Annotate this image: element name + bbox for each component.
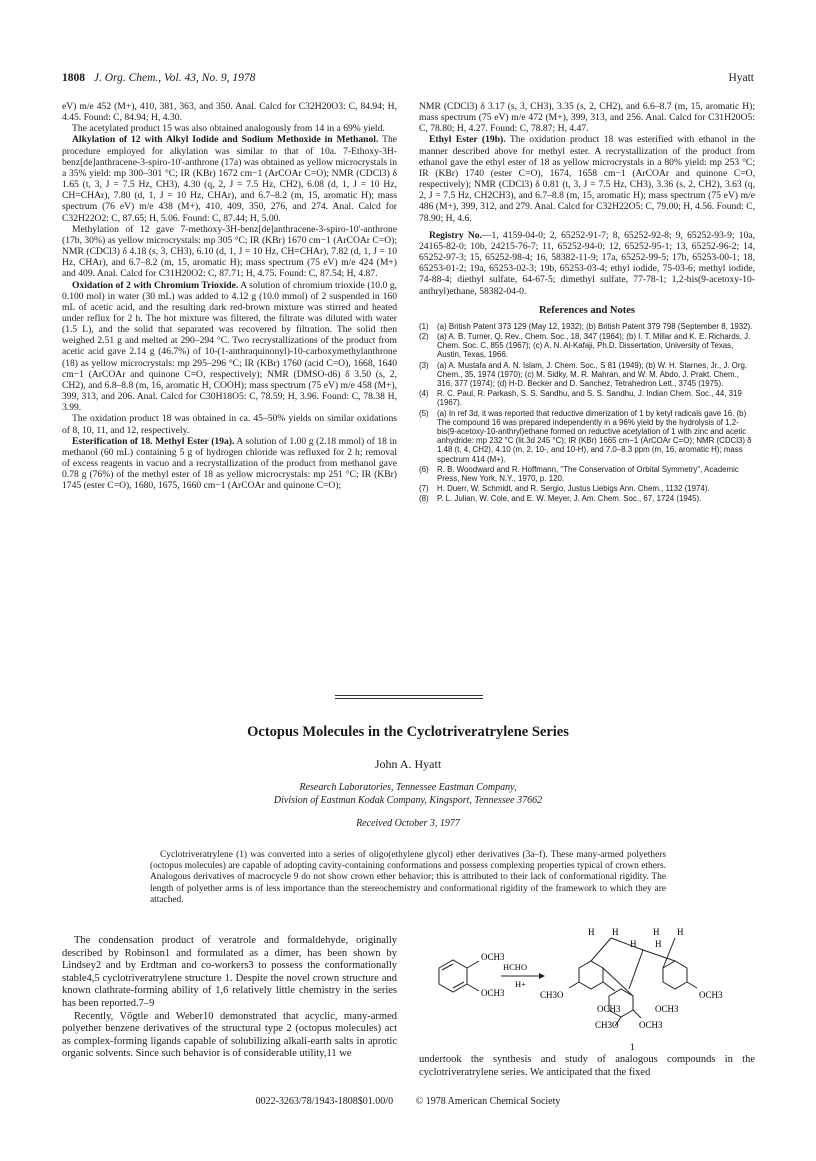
paragraph (62, 280, 397, 414)
och3-label: OCH3 (699, 990, 723, 1000)
reagent-label: HCHO (503, 962, 528, 972)
affiliation-line: Division of Eastman Kodak Company, Kingsport, Tennessee 37662 (273, 794, 543, 806)
reference-item (419, 322, 755, 331)
paragraph-heading: Alkylation of 12 with Alkyl Iodide and Sodium Methoxide in Methanol. (72, 134, 379, 146)
reference-item (419, 494, 755, 503)
paragraph-heading: Oxidation of 2 with Chromium Trioxide. (72, 279, 239, 291)
ch3o-label: CH3O (540, 990, 564, 1000)
affiliation-line: Research Laboratories, Tennessee Eastman Company, (299, 782, 517, 793)
article-body-right: undertook the synthesis and study of analogous compounds in the cyclotriveratrylene series. We anticipated that the fixed (419, 1054, 755, 1078)
reference-text: (a) British Patent 373 129 (May 12, 1932); (b) British Patent 379 798 (September 8, 1932). (437, 321, 753, 331)
reference-item (419, 484, 755, 493)
reference-number: (3) (419, 360, 429, 370)
registry-numbers (419, 230, 755, 297)
reference-number: (4) (419, 389, 429, 399)
reference-item (419, 361, 755, 389)
article-body-left (62, 935, 397, 1061)
paragraph-body: A solution of chromium trioxide (10.0 g, 0.100 mol) in water (30 mL) was added to 4.12 g (10.0 mmol) of 2 suspended in 160 mL of acetic acid, and the resulting dark red-brown mixture was stirred and heated under reflux for 2 h. The hot mixture was filtered, the filtrate was diluted with water (1.5 L), and the solid that separated was recovered by filtration. The solid then weighed 2.51 g and melted at 290–294 °C. Two recrystallizations of the product from acetic acid gave 2.14 g (46.7%) of 10-(1-anthraquinonyl)-10-carboxymethylanthrone (18) as yellow microcrystals: mp 295–296 °C; IR (KBr) 1760 (acid C=O), 1668, 1640 cm−1 (ArCOAr and quinone C=O, respectively); NMR (DMSO-d6) δ 3.50 (s, 2, CH2), and 6.8–8.8 (m, 16, aromatic H, COOH); mass spectrum (75 eV) m/e 458 (M+), 399, 313, and 206. Anal. Calcd for C30H18O5: C, 78.59; H, 3.96. Found: C, 78.38 H, 3.99. (62, 279, 397, 414)
reference-number: (1) (419, 321, 429, 331)
hydrogen-label: H (588, 928, 595, 937)
och3-label: OCH3 (481, 988, 505, 998)
reference-number: (2) (419, 332, 429, 342)
reference-item (419, 389, 755, 407)
reference-text: H. Duerr, W. Schmidt, and R. Sergio, Justus Liebigs Ann. Chem., 1132 (1974). (437, 484, 710, 494)
paragraph-body: A solution of 1.00 g (2.18 mmol) of 18 in methanol (60 mL) containing 5 g of hydrogen chloride was refluxed for 2 h; removal of excess reagents in vacuo and a recrystallization of the product from methanol gave 0.78 g (76%) of the methyl ester of 18 as yellow microcrystals: mp 251 °C; IR (KBr) 1745 (ester C=O), 1680, 1675, 1660 cm−1 (ArCOAr and quinone C=O); (62, 435, 397, 492)
och3-label: OCH3 (655, 1004, 679, 1014)
reference-number: (8) (419, 494, 429, 504)
running-header (62, 72, 754, 88)
paragraph: NMR (CDCl3) δ 3.17 (s, 3, CH3), 3.35 (s, 2, CH2), and 6.6–8.7 (m, 15, aromatic H); mass spectrum (75 eV) m/e 472 (M+), 399, 313, and 256. Anal. Calcd for C31H20O5: C, 78.80; H, 4.27. Found: C, 78.87; H, 4.47. (419, 101, 755, 135)
registry-heading: Registry No. (429, 229, 482, 241)
paragraph-body: The procedure employed for alkylation was similar to that of 10a. 7-Ethoxy-3H-benz[de]anthracene-3-spiro-10'-anthrone (17a) was obtained as yellow microcrystals in a 35% yield: mp 300–301 °C; IR (KBr) 1672 cm−1 (ArCOAr C=O); NMR (CDCl3) δ 1.65 (t, 3, J = 7.5 Hz, CH3), 4.30 (q, 2, J = 7.5 Hz, CH2), 6.08 (d, 1, J = 10 Hz, CH=CHAr), 7.80 (d, 1, J = 10 Hz, CHAr), and 6.7–8.2 (m, 15, aromatic H); mass spectrum (76 eV) m/e 438 (M+), 410, 409, 350, 276, and 274. Anal. Calcd for C32H22O2: C, 87.65; H, 5.06. Found: C, 87.44; H, 5.00. (62, 134, 398, 224)
reference-text: (a) In ref 3d, it was reported that reductive dimerization of 1 by ketyl radicals gave 16. (b) The compound 16 was prepared independently in a 96% yield by the hydrolysis of 1,2-bis(9-acetoxy-10-anthryl)ethane formed on reductive acetylation of 1 with zinc and acetic anhydride: mp 232 °C (lit.3d 245 °C); IR (KBr) 1665 cm−1 (ArCOAr C=O); NMR (CDCl3) δ 1.48 (t, 4, CH2), 4.10 (m, 2, 10-, and 10-H), and 7.0–8.3 ppm (m, 16, aromatic H); mass spectrum 414 (M+). (437, 408, 752, 464)
article-title: Octopus Molecules in the Cyclotriveratrylene Series (247, 724, 569, 740)
article-code: 0022-3263/78/1943-1808$01.00/0 (255, 1096, 394, 1107)
paragraph: eV) m/e 452 (M+), 410, 381, 363, and 350. Anal. Calcd for C32H20O3: C, 84.94; H, 4.45. Found: C, 84.94; H, 4.30. (62, 101, 397, 124)
paragraph-heading: Ethyl Ester (19b). (429, 134, 506, 146)
paragraph (419, 134, 755, 223)
received-date: Received October 3, 1977 (356, 818, 460, 829)
paragraph: The condensation product of veratrole and formaldehyde, originally described by Robinson1 and formulated as a dimer, has been shown by Lindsey2 and by Erdtman and co-workers3 to possess the conformationally stable4,5 cyclotriveratrylene structure 1. Despite the novel crown structure and known clathrate-forming ability of 1,6 relatively little chemistry in the series has been reported.7–9 (62, 935, 397, 1009)
running-author: Hyatt (728, 72, 754, 84)
paragraph: Methylation of 12 gave 7-methoxy-3H-benz[de]anthracene-3-spiro-10'-anthrone (17b, 30%) as yellow microcrystals: mp 305 °C; IR (KBr) 1670 cm−1 (ArCOAr C=O); NMR (CDCl3) δ 4.18 (s, 3, CH3), 6.10 (d, 1, J = 10 Hz, CH=CHAr), 7.82 (d, 1, J = 10 Hz, CHAr), and 6.7–8.2 (m, 15, aromatic H); mass spectrum (75 eV) m/e 424 (M+) and 409. Anal. Calcd for C31H20O2: C, 87.71; H, 4.75. Found: C, 87.54; H, 4.87. (62, 223, 397, 280)
reference-text: P. L. Julian, W. Cole, and E. W. Meyer, J. Am. Chem. Soc., 67, 1724 (1945). (437, 494, 702, 504)
reference-item (419, 332, 755, 360)
paragraph-heading: Esterification of 18. Methyl Ester (19a). (72, 435, 235, 447)
compound-number: 1 (630, 1043, 635, 1053)
paragraph: The acetylated product 15 was also obtained analogously from 14 in a 69% yield. (72, 123, 385, 135)
copyright: © 1978 American Chemical Society (415, 1096, 561, 1107)
references-heading: References and Notes (538, 304, 636, 316)
hydrogen-label: H (677, 928, 684, 937)
paragraph: Recently, Vögtle and Weber10 demonstrated that acyclic, many-armed polyether benzene derivatives of the structural type 2 (octopus molecules) act as complex-forming ligands capable of solubilizing alkali-earth salts in aprotic organic solvents. Since such behavior is of considerable utility,11 we (62, 1010, 397, 1060)
reference-number: (7) (419, 484, 429, 494)
och3-label: OCH3 (481, 952, 505, 962)
ch3o-label: CH3O (595, 1020, 619, 1030)
references-list (419, 322, 755, 504)
veratrole-structure (439, 960, 479, 992)
abstract: Cyclotriveratrylene (1) was converted into a series of oligo(ethylene glycol) ether derivatives (3a–f). These many-armed polyethers (octopus molecules) are capable of adopting cavity-containing conformations and possess complexing properties typical of crown ethers. Analogous derivatives of macrocycle 9 do not show crown ether behavior; this is attributed to their lack of conformational rigidity. The length of polyether arms is of less importance than the stereochemistry and conformational rigidity of the framework to which they are attached. (150, 850, 666, 905)
article-author: John A. Hyatt (374, 757, 442, 771)
journal-citation: J. Org. Chem., Vol. 43, No. 9, 1978 (93, 72, 256, 84)
paragraph-body: The oxidation product 18 was esterified with ethanol in the manner described above for methyl ester. A recrystallization of the product from ethanol gave the ethyl ester of 18 as yellow microcrystals in a 80% yield: mp 253 °C; IR (KBr) 1740 (ester C=O), 1674, 1658 cm−1 (ArCOAr and quinone C=O, respectively); NMR (CDCl3) δ 0.81 (t, 3, J = 7.5 Hz, CH3), 3.36 (s, 2, CH2), 3.63 (q, 2, J = 7.5 Hz, CH2CH3), and 6.7–8.8 (m, 15, aromatic H); mass spectrum (75 eV) m/e 486 (M+), 399, 312, and 279. Anal. Calcd for C32H22O5: C, 79.00; H, 4.56. Found: C, 78.90; H, 4.6. (419, 134, 755, 224)
och3-label: OCH3 (597, 1004, 621, 1014)
page-number: 1808 (62, 72, 85, 84)
paragraph (62, 134, 397, 223)
reference-number: (6) (419, 464, 429, 474)
reference-text: (a) A. Mustafa and A. N. Islam, J. Chem. Soc., S 81 (1949); (b) W. H. Starnes, Jr., J. Org. Chem., 35, 1974 (1970); (c) M. Sidky, M. R. Mahran, and W. M. Abdo, J. Prakt. Chem., 316, 377 (1974); (d) H-D. Becker and D. Sanchez, Tetrahedron Lett., 3745 (1975). (437, 360, 748, 389)
paragraph (62, 436, 397, 492)
reaction-scheme (419, 928, 755, 1054)
page-footer (62, 1096, 754, 1107)
reference-text: R. B. Woodward and R. Hoffmann, "The Conservation of Orbital Symmetry", Academic Press, New York, N.Y., 1970, p. 120. (437, 464, 739, 484)
registry-body: —1, 4159-04-0; 2, 65252-91-7; 8, 65252-92-8; 9, 65252-93-9; 10a, 24165-82-0; 10b, 24215-76-7; 11, 65252-94-0; 12, 65252-95-1; 13, 65252-96-2; 14, 65252-97-3; 15, 65252-98-4; 16, 58382-11-9; 17a, 65252-99-5; 17b, 65253-00-1; 18, 65253-01-2; 19a, 65253-02-3; 19b, 65253-03-4; ethyl iodide, 75-03-6; methyl iodide, 74-88-4; diethyl sulfate, 64-67-5; dimethyl sulfate, 77-78-1; 1,2-bis(9-acetoxy-10-anthryl)ethane, 58382-04-0. (419, 229, 755, 297)
hydrogen-label: H (612, 928, 619, 937)
hydrogen-label: H (630, 939, 637, 949)
reference-item (419, 465, 755, 483)
reference-text: (a) A. B. Turner, Q. Rev., Chem. Soc., 18, 347 (1964); (b) I. T. Millar and K. E. Richards, J. Chem. Soc. C, 855 (1967); (c) A. N. Al-Kafaji, Ph.D. Dissertation, University of Texas, Austin, Texas, 1966. (437, 332, 751, 360)
article-affiliation (62, 782, 754, 807)
section-divider (335, 695, 483, 696)
reference-number: (5) (419, 408, 429, 418)
hydrogen-label: H (653, 928, 660, 937)
right-column (419, 101, 755, 505)
och3-label: OCH3 (639, 1020, 663, 1030)
section-divider (335, 698, 483, 699)
arrow-head-icon (539, 973, 545, 979)
left-column (62, 101, 397, 491)
reference-item (419, 409, 755, 464)
catalyst-label: H+ (515, 979, 526, 989)
reference-text: R. C. Paul, R. Parkash, S. S. Sandhu, and S. S. Sandhu, J. Indian Chem. Soc., 44, 319 (1967). (437, 389, 742, 408)
hydrogen-label: H (655, 939, 662, 949)
paragraph: The oxidation product 18 was obtained in ca. 45–50% yields on similar oxidations of 8, 10, 11, and 12, respectively. (62, 413, 397, 436)
